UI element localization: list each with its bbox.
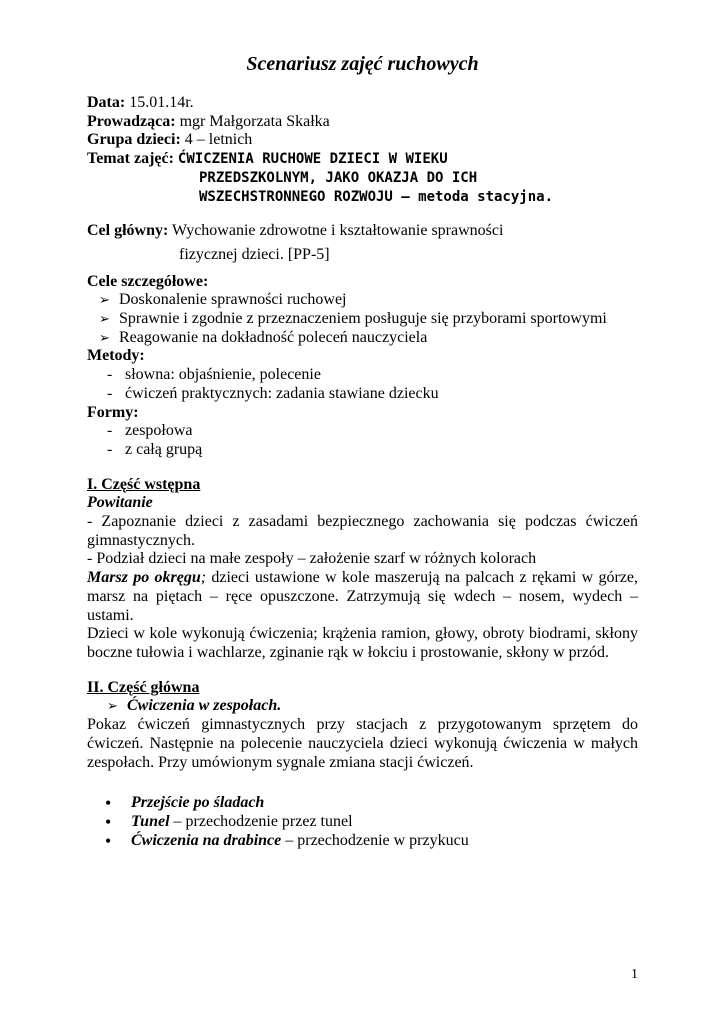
list-item-text: zespołowa bbox=[125, 422, 193, 440]
spacer bbox=[87, 460, 638, 476]
forms-label: Formy: bbox=[87, 403, 139, 421]
teacher-row bbox=[87, 113, 638, 132]
list-item bbox=[87, 366, 638, 385]
goal-label: Cel główny: bbox=[87, 222, 169, 240]
spacer bbox=[87, 663, 638, 679]
list-item bbox=[87, 441, 638, 460]
document-body bbox=[87, 94, 638, 850]
list-item-text: Doskonalenie sprawności ruchowej bbox=[119, 291, 347, 309]
list-item bbox=[87, 385, 638, 404]
list-item bbox=[87, 310, 638, 329]
group-value: 4 – letnich bbox=[184, 131, 253, 149]
date-label: Data: bbox=[87, 94, 126, 111]
arrow-bullet-icon: ➢ bbox=[99, 311, 110, 327]
march-paragraph bbox=[87, 569, 638, 625]
date-value: 15.01.14r. bbox=[129, 94, 194, 111]
list-item bbox=[87, 329, 638, 348]
topic-label: Temat zajęć: bbox=[87, 150, 174, 168]
date-row bbox=[87, 94, 638, 113]
station-desc: – przechodzenie przez tunel bbox=[169, 812, 353, 830]
part1-heading: I. Część wstępna bbox=[87, 475, 201, 493]
topic-line-2: PRZEDSZKOLNYM, JAKO OKAZJA DO ICH bbox=[199, 169, 478, 186]
station-name: Ćwiczenia na drabince bbox=[131, 831, 282, 849]
arrow-bullet-icon: ➢ bbox=[107, 698, 118, 714]
list-item-text: Sprawnie i zgodnie z przeznaczeniem posługuje się przyborami sportowymi bbox=[119, 310, 607, 328]
list-item bbox=[87, 813, 638, 832]
teacher-label: Prowadząca: bbox=[87, 112, 176, 130]
list-item-text: z całą grupą bbox=[125, 440, 203, 458]
arrow-bullet-icon: ➢ bbox=[99, 329, 110, 345]
list-item bbox=[87, 832, 638, 851]
part2-paragraph: Pokaz ćwiczeń gimnastycznych przy stacjach z przygotowanym sprzętem do ćwiczeń. Następnie na polecenie nauczyciela dzieci wykonują ćwiczenia w małych zespołach. Przy umówionym sygnale zmiana stacji ćwiczeń. bbox=[87, 716, 638, 771]
list-item bbox=[87, 794, 638, 813]
dash-bullet-icon: - bbox=[107, 384, 113, 402]
spacer bbox=[87, 772, 638, 794]
march-text: dzieci ustawione w kole maszerują na palcach z rękami w górze, marsz na piętach – ręce opuszczone. Zatrzymują się wdech – nosem, wydech – ustami. bbox=[87, 569, 638, 624]
list-item bbox=[87, 697, 638, 716]
station-name: Tunel bbox=[131, 812, 170, 830]
bullet-dot-icon: • bbox=[105, 793, 112, 814]
part1-paragraph-1: - Zapoznanie dzieci z zasadami bezpiecznego zachowania się podczas ćwiczeń gimnastycznych. bbox=[87, 513, 638, 549]
list-item bbox=[87, 422, 638, 441]
goal-line-2: fizycznej dzieci. [PP-5] bbox=[179, 245, 330, 263]
dash-bullet-icon: - bbox=[107, 440, 113, 458]
station-desc: – przechodzenie w przykucu bbox=[281, 831, 469, 849]
dash-bullet-icon: - bbox=[107, 422, 113, 440]
group-label: Grupa dzieci: bbox=[87, 131, 181, 149]
topic-line-1: ĆWICZENIA RUCHOWE DZIECI W WIEKU bbox=[177, 151, 448, 168]
methods-label: Metody: bbox=[87, 347, 145, 365]
march-separator: ; bbox=[200, 569, 207, 587]
topic-row bbox=[87, 150, 638, 169]
list-item bbox=[87, 291, 638, 310]
specific-goals-label: Cele szczegółowe: bbox=[87, 272, 209, 290]
goal-line-1: Wychowanie zdrowotne i kształtowanie sprawności bbox=[172, 222, 504, 240]
page-number: 1 bbox=[631, 967, 638, 982]
group-row bbox=[87, 131, 638, 150]
exercise-paragraph: Dzieci w kole wykonują ćwiczenia; krążenia ramion, głowy, obroty biodrami, skłony boczne tułowia i wachlarze, zginanie rąk w łokciu i prostowanie, skłony w przód. bbox=[87, 625, 638, 661]
goal-row bbox=[87, 222, 638, 241]
part1-paragraph-2: - Podział dzieci na małe zespoły – założenie szarf w różnych kolorach bbox=[87, 550, 537, 568]
march-label: Marsz po okręgu bbox=[87, 569, 201, 587]
bullet-dot-icon: • bbox=[105, 811, 112, 832]
group-exercise-label: Ćwiczenia w zespołach. bbox=[127, 697, 282, 715]
document-title: Scenariusz zajęć ruchowych bbox=[246, 53, 479, 75]
list-item-text: ćwiczeń praktycznych: zadania stawiane dziecku bbox=[125, 384, 439, 402]
topic-line-3: WSZECHSTRONNEGO ROZWOJU – metoda stacyjna. bbox=[199, 188, 554, 205]
greeting-label: Powitanie bbox=[87, 494, 153, 512]
dash-bullet-icon: - bbox=[107, 366, 113, 384]
spacer bbox=[87, 206, 638, 222]
station-name: Przejście po śladach bbox=[131, 794, 265, 812]
spacer bbox=[87, 265, 638, 273]
list-item-text: słowna: objaśnienie, polecenie bbox=[125, 366, 321, 384]
part2-heading: II. Część główna bbox=[87, 678, 200, 696]
bullet-dot-icon: • bbox=[105, 830, 112, 851]
arrow-bullet-icon: ➢ bbox=[99, 292, 110, 308]
teacher-value: mgr Małgorzata Skałka bbox=[179, 112, 330, 130]
list-item-text: Reagowanie na dokładność poleceń nauczyciela bbox=[119, 328, 428, 346]
